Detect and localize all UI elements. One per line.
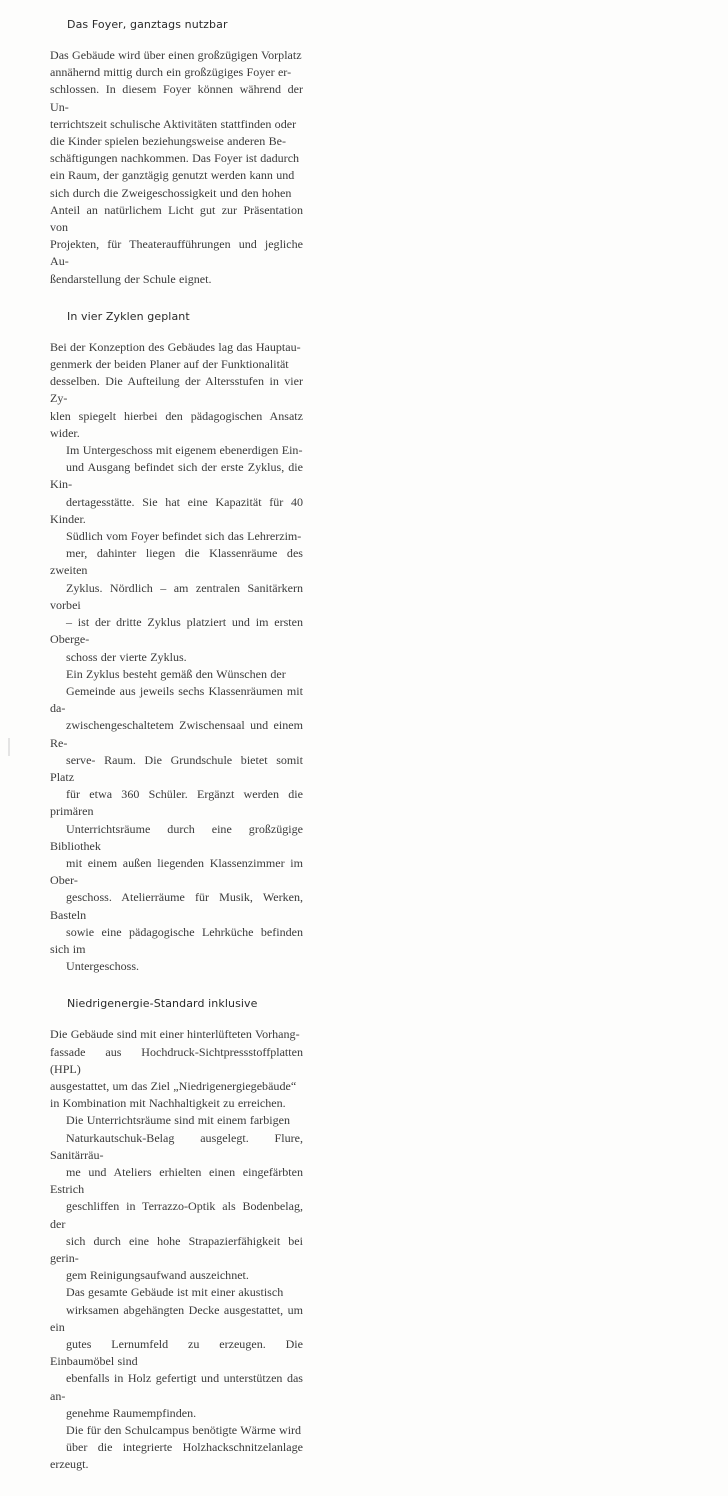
text-line: mit einem außen liegenden Klassenzimmer im Ober- <box>50 855 303 888</box>
text-line: Die Unterrichtsräume sind mit einem farbigen <box>66 1113 290 1128</box>
text-line: gutes Lernumfeld zu erzeugen. Die Einbaumöbel sind <box>50 1337 303 1369</box>
text-line: schäftigungen nachkommen. Das Foyer ist dadurch <box>50 151 300 166</box>
text-line: über die integrierte Holzhackschnitzelanlage erzeugt. <box>50 1440 303 1472</box>
text-line: Die für den Schulcampus benötigte Wärme wird <box>66 1423 302 1438</box>
text-line: zwischengeschaltetem Zwischensaal und einem Re- <box>50 718 303 750</box>
text-line: ebenfalls in Holz gefertigt und unterstützen das an- <box>50 1371 303 1403</box>
text-line: ausgestattet, um das Ziel „Niedrigenergiegebäude“ <box>50 1078 297 1093</box>
text-line: und Ausgang befindet sich der erste Zyklus, die Kin- <box>50 460 303 492</box>
section-heading: In vier Zyklen geplant <box>67 309 190 323</box>
text-line: Projekten, für Theateraufführungen und jegliche Au- <box>50 237 303 269</box>
text-line: schlossen. In diesem Foyer können während der Un- <box>50 82 303 114</box>
scan-mark <box>8 738 10 756</box>
text-line: Bei der Konzeption des Gebäudes lag das Hauptau- <box>50 339 301 354</box>
paragraph <box>50 1112 303 1284</box>
paragraph <box>50 1422 303 1474</box>
paragraph <box>50 1284 303 1422</box>
text-line: Zyklus. Nördlich – am zentralen Sanitärkern vorbei <box>50 580 303 612</box>
text-line: geschoss. Atelierräume für Musik, Werken, Basteln <box>50 890 303 922</box>
text-line: – ist der dritte Zyklus platziert und im ersten Oberge- <box>50 615 303 647</box>
article-column <box>50 18 303 1496</box>
text-line: annähernd mittig durch ein großzügiges Foyer er- <box>50 65 292 80</box>
text-line: desselben. Die Aufteilung der Altersstufen in vier Zy- <box>50 374 303 406</box>
text-line: für etwa 360 Schüler. Ergänzt werden die primären <box>50 787 303 819</box>
text-line: Das gesamte Gebäude ist mit einer akustisch <box>66 1285 284 1300</box>
text-line: gem Reinigungsaufwand auszeichnet. <box>66 1268 249 1283</box>
paragraph <box>50 47 303 288</box>
text-line: Die Gebäude sind mit einer hinterlüfteten Vorhang- <box>50 1027 300 1042</box>
section <box>50 18 303 288</box>
text-line: dertagesstätte. Sie hat eine Kapazität für 40 Kinder. <box>50 494 303 526</box>
text-line: in Kombination mit Nachhaltigkeit zu erreichen. <box>50 1096 286 1111</box>
text-line: serve- Raum. Die Grundschule bietet somit Platz <box>50 752 303 784</box>
text-line: Anteil an natürlichem Licht gut zur Präsentation von <box>50 202 303 235</box>
text-line: Im Untergeschoss mit eigenem ebenerdigen Ein- <box>66 443 303 458</box>
text-line: sich durch die Zweigeschossigkeit und den hohen <box>50 185 292 200</box>
text-line: Naturkautschuk-Belag ausgelegt. Flure, Sanitärräu- <box>50 1130 303 1162</box>
paragraph <box>50 528 303 666</box>
text-line: terrichtszeit schulische Aktivitäten stattfinden oder <box>50 116 297 131</box>
section-heading: Das Foyer, ganztags nutzbar <box>67 18 228 31</box>
section <box>50 310 303 976</box>
text-line: genehme Raumempfinden. <box>66 1405 197 1420</box>
text-line: genmerk der beiden Planer auf der Funktionalität <box>50 357 289 372</box>
text-line: Gemeinde aus jeweils sechs Klassenräumen mit da- <box>50 683 303 716</box>
text-line: mer, dahinter liegen die Klassenräume des zweiten <box>50 546 303 578</box>
text-line: me und Ateliers erhielten einen eingefärbten Estrich <box>50 1164 303 1197</box>
section-heading: Niedrigenergie-Standard inklusive <box>67 997 258 1011</box>
paragraph <box>50 666 303 976</box>
text-line: Unterrichtsräume durch eine großzügige Bibliothek <box>50 821 303 853</box>
text-line: geschliffen in Terrazzo-Optik als Bodenbelag, der <box>50 1199 303 1231</box>
text-line: fassade aus Hochdruck-Sichtpressstoffplatten (HPL) <box>50 1044 303 1076</box>
section <box>50 997 303 1473</box>
paragraph <box>50 339 303 442</box>
paragraph <box>50 1026 303 1112</box>
text-line: Untergeschoss. <box>66 959 140 974</box>
text-line: die Kinder spielen beziehungsweise anderen Be- <box>50 134 286 149</box>
text-line: wirksamen abgehängten Decke ausgestattet, um ein <box>50 1302 303 1334</box>
text-line: ßendarstellung der Schule eignet. <box>50 271 212 286</box>
text-line: sowie eine pädagogische Lehrküche befinden sich im <box>50 924 303 956</box>
text-line: sich durch eine hohe Strapazierfähigkeit bei gerin- <box>50 1233 303 1265</box>
text-line: schoss der vierte Zyklus. <box>66 649 187 664</box>
text-line: klen spiegelt hierbei den pädagogischen Ansatz wider. <box>50 408 303 440</box>
text-line: Das Gebäude wird über einen großzügigen Vorplatz <box>50 48 302 62</box>
text-line: Südlich vom Foyer befindet sich das Lehrerzim- <box>66 529 302 544</box>
text-line: Ein Zyklus besteht gemäß den Wünschen der <box>66 666 286 681</box>
paragraph <box>50 442 303 528</box>
text-line: ein Raum, der ganztägig genutzt werden kann und <box>50 168 295 183</box>
